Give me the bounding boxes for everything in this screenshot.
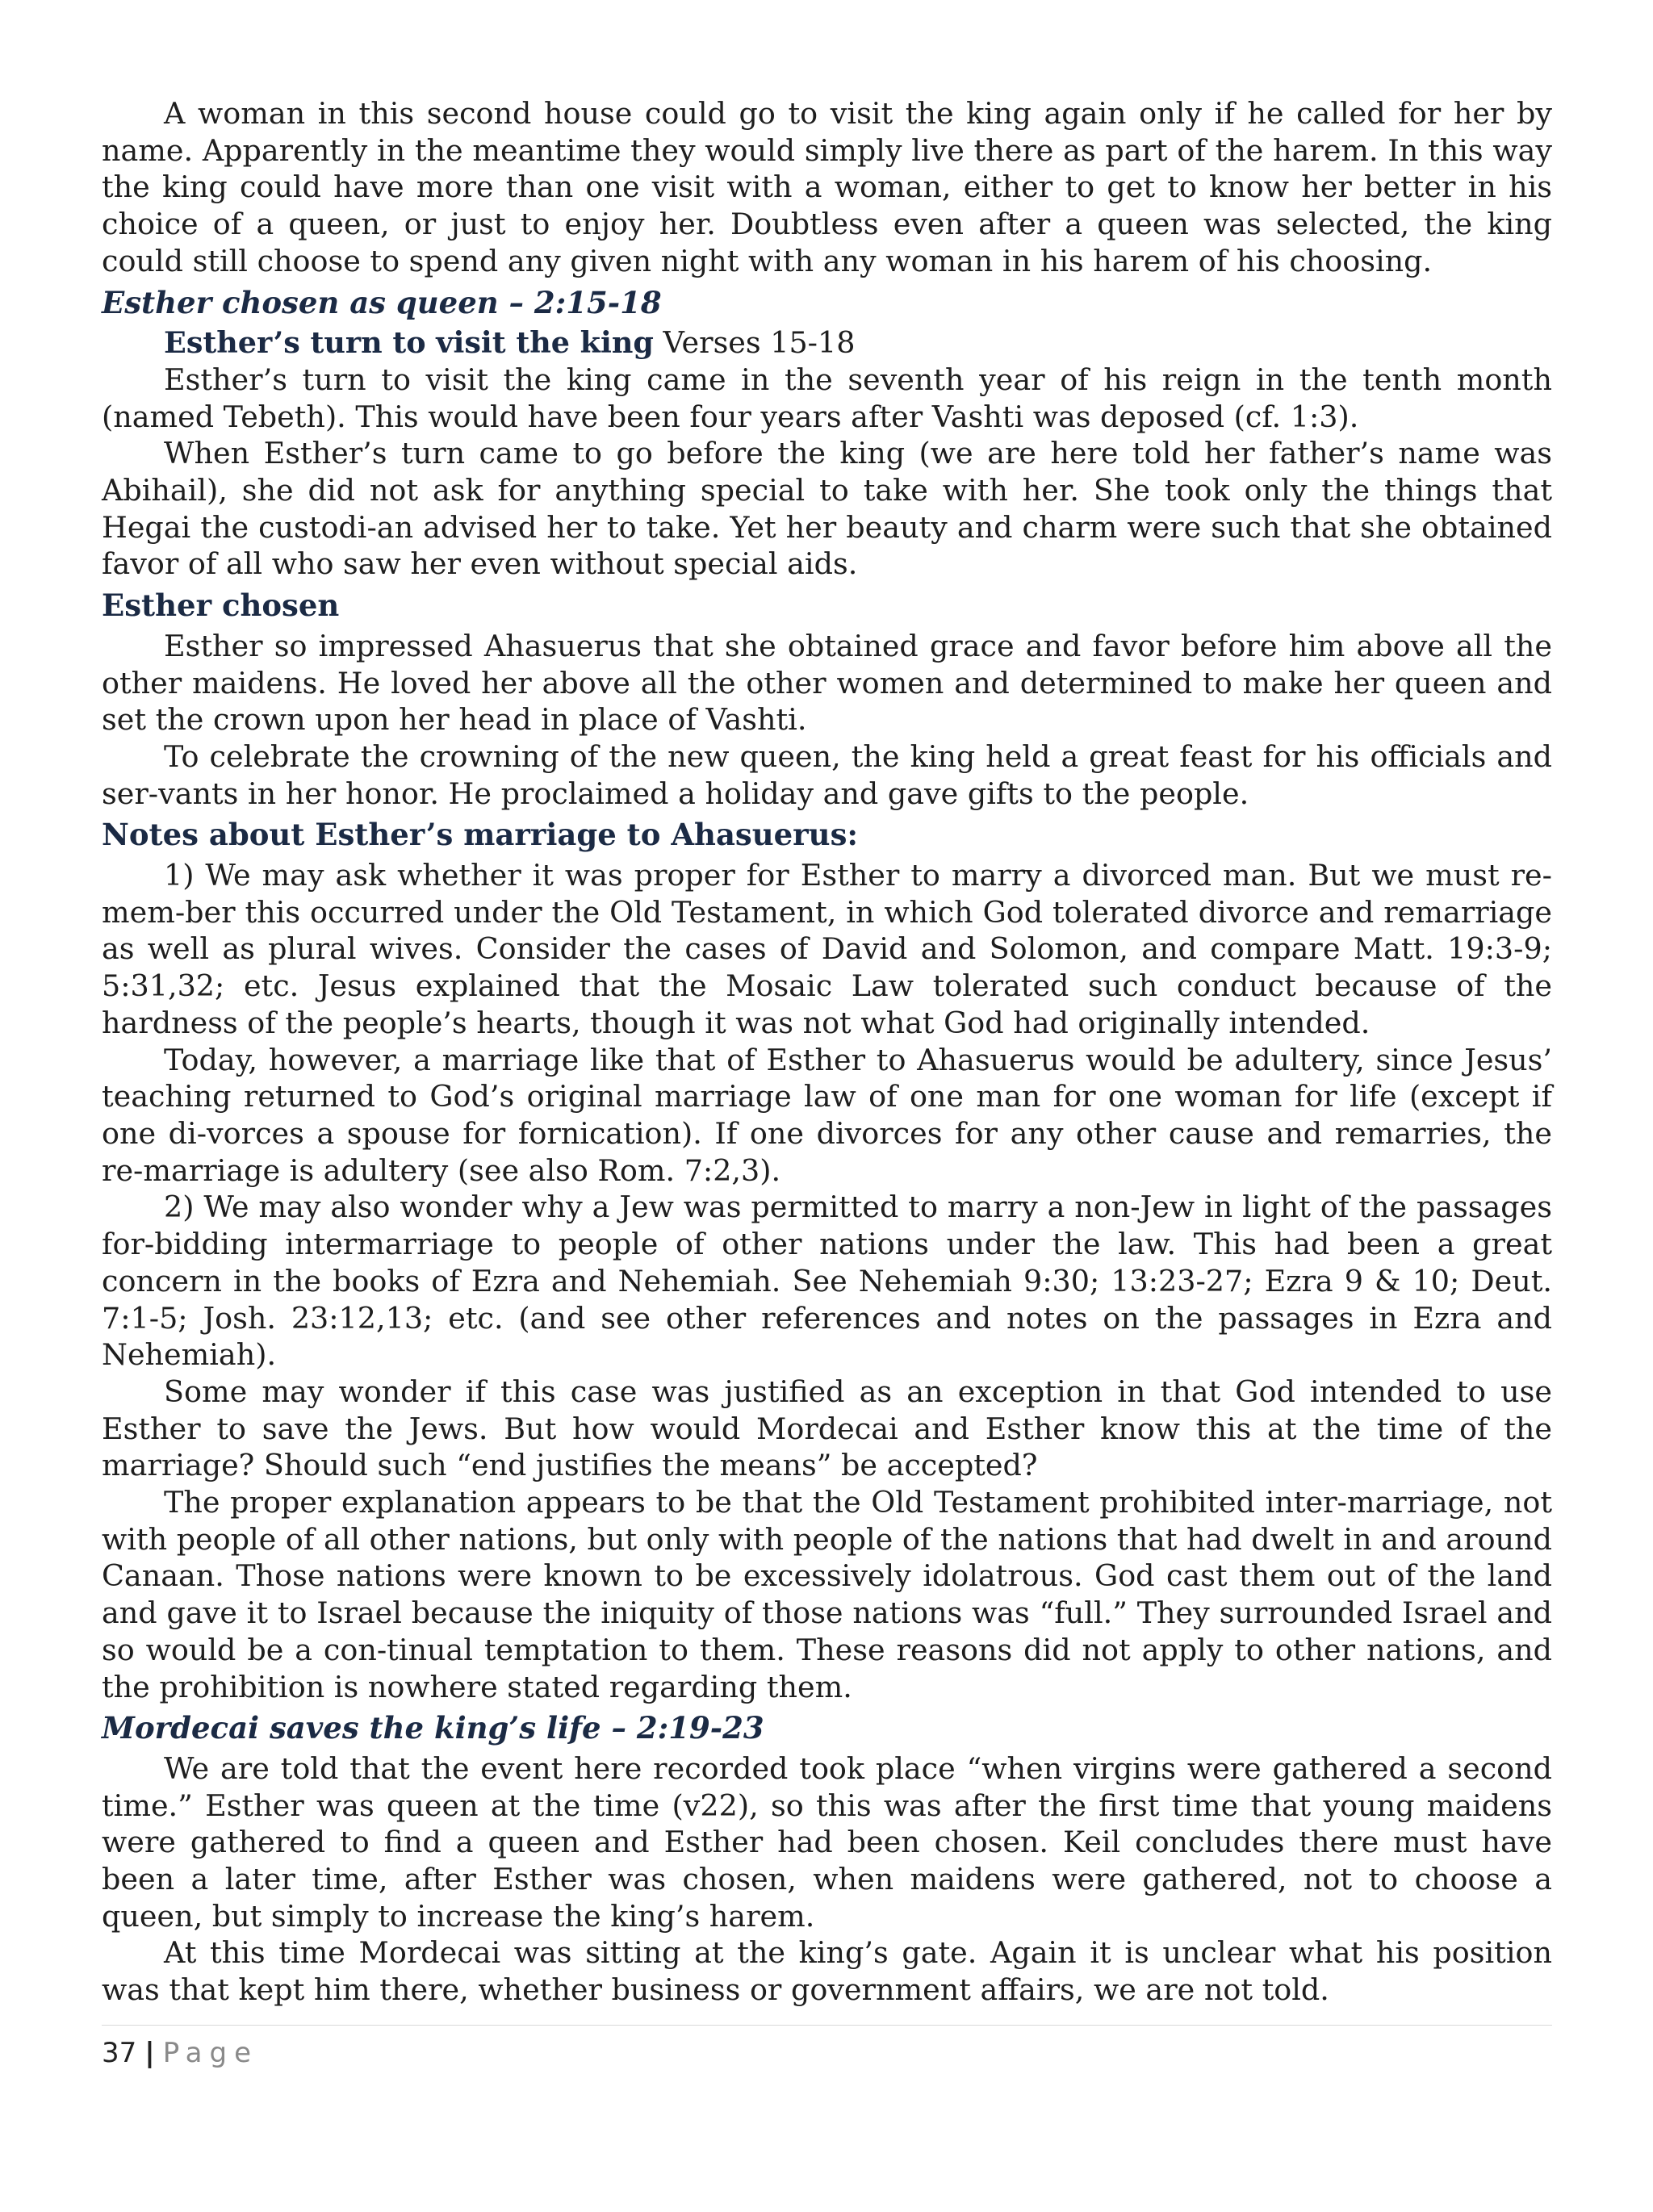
section-heading: Esther chosen — [102, 587, 340, 624]
paragraph: To celebrate the crowning of the new queen, the king held a great feast for his officials and ser-vants in her honor. He proclaimed a holiday and gave gifts to the people. — [102, 738, 1552, 811]
section-heading: Mordecai saves the king’s life – 2:19-23 — [102, 1710, 764, 1746]
page-label: Page — [162, 2037, 258, 2069]
paragraph: 2) We may also wonder why a Jew was permitted to marry a non-Jew in light of the passages for-bidding intermarriage to people of other nations under the law. This had been a great concern in the books of Ezra and Nehemiah. See Nehemiah 9:30; 13:23-27; Ezra 9 & 10; Deut. 7:1-5; Josh. 23:12,13; etc. (and see other references and notes on the passages in Ezra and Nehemiah). — [102, 1190, 1552, 1373]
paragraph: A woman in this second house could go to visit the king again only if he called for her by name. Apparently in the meantime they would simply live there as part of the harem. In this way the king could have more than one visit with a woman, either to get to know her better in his choice of a queen, or just to enjoy her. Doubtless even after a queen was selected, the king could still choose to spend any given night with any woman in his harem of his choosing. — [102, 96, 1552, 278]
page-number: 37 — [102, 2037, 137, 2069]
section-heading: Esther chosen as queen – 2:15-18 — [102, 284, 662, 320]
document-body — [102, 95, 1552, 2009]
paragraph: The proper explanation appears to be that the Old Testament prohibited inter-marriage, not with people of all other nations, but only with people of the nations that had dwelt in and around Canaan. Those nations were known to be excessively idolatrous. God cast them out of the land and gave it to Israel because the iniquity of those nations was “full.” They surrounded Israel and so would be a con-tinual temptation to them. These reasons did not apply to other nations, and the prohibition is nowhere stated regarding them. — [102, 1485, 1552, 1704]
footer-separator: | — [144, 2037, 155, 2069]
paragraph: 1) We may ask whether it was proper for Esther to marry a divorced man. But we must re-mem-ber this occurred under the Old Testament, in which God tolerated divorce and remarriage as well as plural wives. Consider the cases of David and Solomon, and compare Matt. 19:3-9; 5:31,32; etc. Jesus explained that the Mosaic Law tolerated such conduct because of the hardness of the people’s hearts, though it was not what God had originally intended. — [102, 858, 1552, 1040]
page-footer — [102, 2025, 1552, 2069]
paragraph: Today, however, a marriage like that of Esther to Ahasuerus would be adultery, since Jesus’ teaching returned to God’s original marriage law of one man for one woman for life (except if one di-vorces a spouse for fornication). If one divorces for any other cause and remarries, the re-marriage is adultery (see also Rom. 7:2,3). — [102, 1042, 1552, 1188]
paragraph: At this time Mordecai was sitting at the king’s gate. Again it is unclear what his position was that kept him there, whether business or government affairs, we are not told. — [102, 1935, 1552, 2008]
subheading-reference: Verses 15-18 — [653, 325, 856, 361]
paragraph: We are told that the event here recorded took place “when virgins were gathered a second time.” Esther was queen at the time (v22), so this was after the first time that young maidens were gathered to find a queen and Esther had been chosen. Keil concludes there must have been a later time, after Esther was chosen, when maidens were gathered, not to choose a queen, but simply to increase the king’s harem. — [102, 1750, 1552, 1934]
paragraph: Esther’s turn to visit the king came in the seventh year of his reign in the tenth month (named Tebeth). This would have been four years after Vashti was deposed (cf. 1:3). — [102, 362, 1552, 434]
section-heading: Notes about Esther’s marriage to Ahasuerus: — [102, 817, 859, 853]
paragraph: When Esther’s turn came to go before the king (we are here told her father’s name was Abihail), she did not ask for anything special to take with her. She took only the things that Hegai the custodi-an advised her to take. Yet her beauty and charm were such that she obtained favor of all who saw her even without special aids. — [102, 436, 1552, 582]
subheading — [102, 324, 1552, 362]
paragraph: Some may wonder if this case was justified as an exception in that God intended to use Esther to save the Jews. But how would Mordecai and Esther know this at the time of the marriage? Should such “end justifies the means” be accepted? — [102, 1374, 1552, 1483]
subheading-title: Esther’s turn to visit the king — [164, 325, 654, 361]
paragraph: Esther so impressed Ahasuerus that she obtained grace and favor before him above all the other maidens. He loved her above all the other women and determined to make her queen and set the crown upon her head in place of Vashti. — [102, 628, 1552, 738]
